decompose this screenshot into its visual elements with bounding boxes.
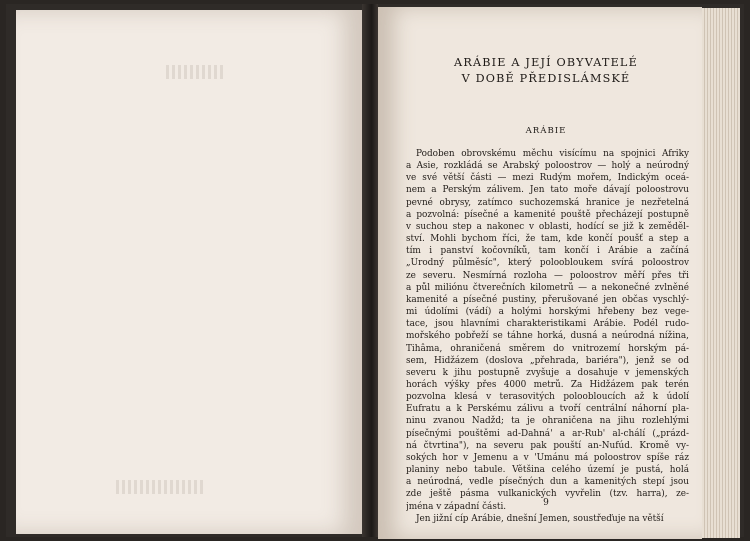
text-line: a neúrodná, vedle písečných dun a kamenitých stepí jsou — [406, 477, 689, 488]
text-line: planiny nebo tabule. Většina celého území je pustá, holá — [406, 465, 689, 476]
text-line: mi údolími (vádí) a holými horskými hřebeny bez vege- — [406, 307, 689, 318]
text-line: nem a Perským zálivem. Jen tato moře dávají poloostrovu — [406, 185, 689, 196]
text-line: tace, jsou hlavními charakteristikami Arábie. Podél rudo- — [406, 319, 689, 330]
text-line: ná čtvrtina"), na severu pak pouští an-Nufúd. Kromě vy- — [406, 440, 689, 451]
text-line: pevné obrysy, zatímco suchozemská hranice je nezřetelná — [406, 197, 689, 208]
right-page — [378, 7, 702, 539]
book-spread — [6, 4, 744, 537]
text-line: ze severu. Nesmírná rozloha — poloostrov měří přes tři — [406, 270, 689, 281]
show-through-text — [166, 65, 226, 79]
section-title: ARÁBIE — [525, 126, 567, 136]
text-line: sem, Hidžázem (doslova „přehrada, bariéra"), jenž se od — [406, 355, 689, 366]
page-number: 9 — [543, 498, 549, 508]
body-paragraph — [406, 148, 689, 525]
text-line: a Asie, rozkládá se Arabský poloostrov — holý a neúrodný — [406, 161, 689, 172]
text-line: zde ještě pásma vulkanických vyvřelin (tzv. harra), ze- — [406, 489, 689, 500]
text-line: pozvolna klesá v terasovitých poloobloucích až k údolí — [406, 392, 689, 403]
page-edges — [702, 8, 740, 538]
text-line: mořského pobřeží se táhne horká, dusná a neúrodná nížina, — [406, 331, 689, 342]
text-line: tím i panství kočovníků, tam končí i Arábie a začíná — [406, 246, 689, 257]
left-page — [16, 10, 362, 534]
text-line: horách výšky přes 4000 metrů. Za Hidžázem pak terén — [406, 379, 689, 390]
text-line: sokých hor v Jemenu a v 'Umánu má poloostrov spíše ráz — [406, 452, 689, 463]
text-line: písečnými pouštěmi ad-Dahná' a ar-Rub' al-chálí („prázd- — [406, 428, 689, 439]
text-line: jména v západní části. — [406, 501, 507, 512]
text-line: ninu zvanou Nadžd; ta je ohraničena na jihu rozlehlými — [406, 416, 689, 427]
book-gutter — [362, 4, 378, 537]
text-line: ství. Mohli bychom říci, že tam, kde končí poušť a step a — [406, 234, 689, 245]
text-line: kamenité a písečné pustiny, přerušované jen občas vyschlý- — [406, 294, 689, 305]
text-line: a pozvolná: písečné a kamenité pouště přecházejí postupně — [406, 209, 689, 220]
text-line: severu k jihu postupně zvyšuje a dosahuje v jemenských — [406, 367, 689, 378]
chapter-title-line-2: V DOBĚ PŘEDISLÁMSKÉ — [461, 72, 631, 85]
text-line: Jen jižní cíp Arábie, dnešní Jemen, soustřeďuje na větší — [416, 513, 664, 524]
text-line: Eufratu a k Perskému zálivu a tvoří centrální náhorní pla- — [406, 404, 689, 415]
show-through-text — [116, 480, 206, 494]
text-line: „Úrodný půlměsíc", který poloobloukem svírá poloostrov — [406, 258, 689, 269]
chapter-title-line-1: ARÁBIE A JEJÍ OBYVATELÉ — [454, 56, 638, 69]
text-line: a půl miliónu čtverečních kilometrů — a nekonečné zvlněné — [406, 282, 689, 293]
text-line: ve své větší části — mezi Rudým mořem, Indickým oceá- — [406, 173, 689, 184]
text-line: Tihâma, ohraničená směrem do vnitrozemí horským pá- — [406, 343, 689, 354]
text-line: Podoben obrovskému měchu visícímu na spojnici Afriky — [416, 149, 689, 159]
text-line: v suchou step a nakonec v oblasti, hodící se již k zeměděl- — [406, 221, 689, 232]
chapter-title — [396, 55, 696, 87]
